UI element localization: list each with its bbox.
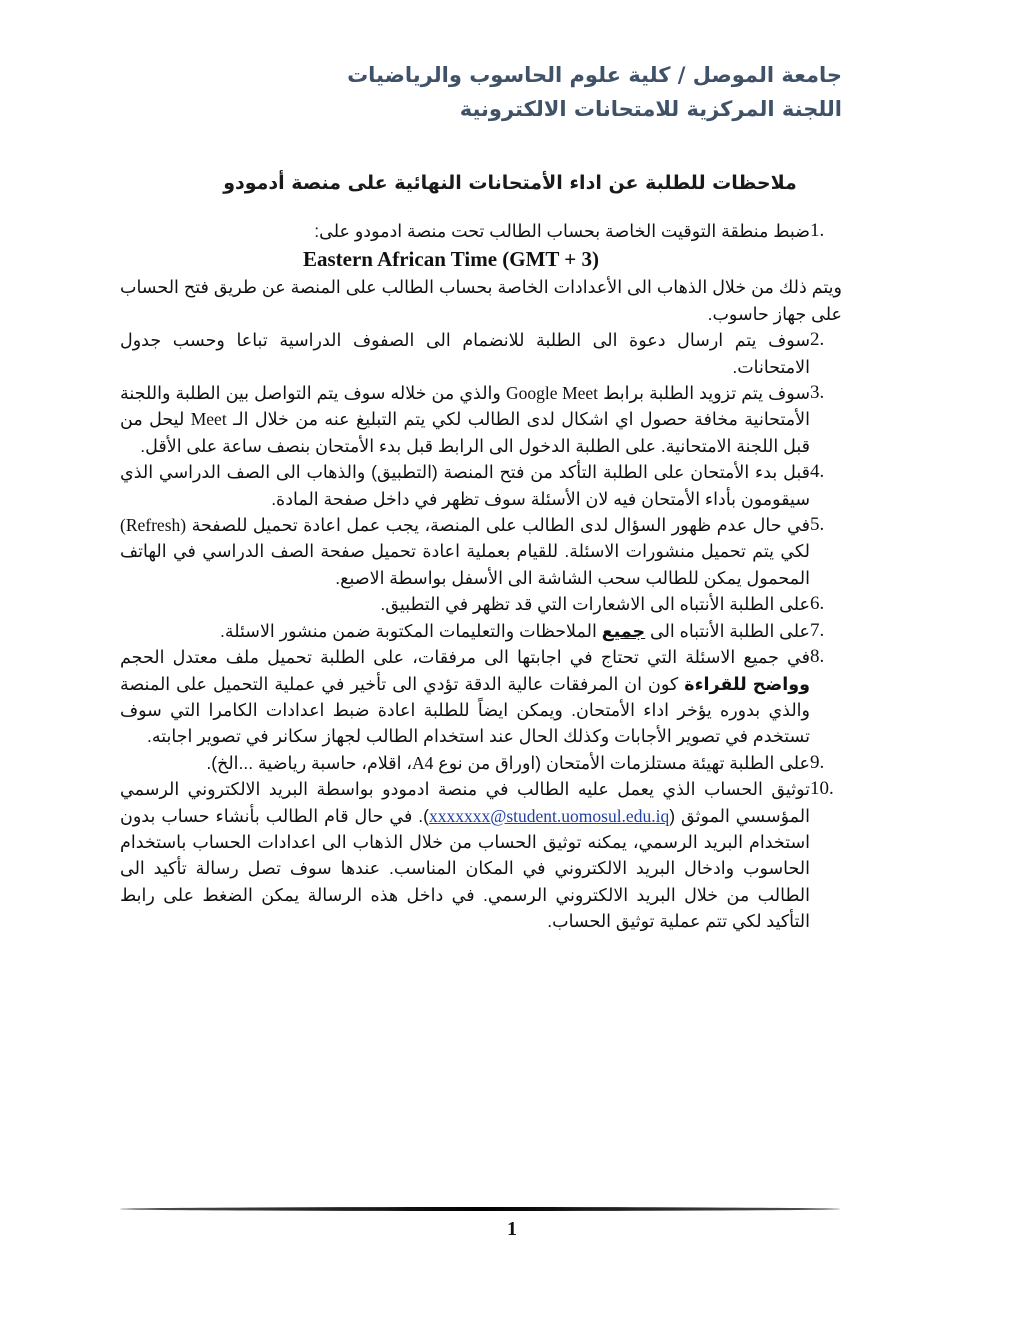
- item-text-part: في جميع الاسئلة التي تحتاج في اجابتها الى مرفقات، على الطلبة تحميل ملف معتدل الحجم: [120, 647, 810, 668]
- item-number: 4.: [810, 461, 825, 483]
- a4-term: A4: [412, 752, 434, 773]
- timezone-highlight: Eastern African Time (GMT + 3): [302, 247, 600, 272]
- item-number: 6.: [810, 593, 825, 615]
- item-text: [120, 218, 810, 244]
- list-item: [120, 512, 842, 591]
- item-number: 7.: [810, 619, 825, 641]
- list-item: [120, 776, 842, 934]
- item-text-part: . في حال قام الطالب بأنشاء حساب بدون استخدام البريد الرسمي، يمكنه توثيق الحساب من خلال الذهاب الى اعدادات الحساب باستخدام الحاسوب وادخال البريد الالكتروني في المكان المناسب. عندها سوف تصل رسالة تأكيد الى الطالب من خلال البريد الالكتروني الرسمي. في داخل هذه الرسالة يمكن الضغط على رابط التأكيد لكي تتم عملية توثيق الحساب.: [120, 805, 810, 932]
- list-item: [120, 750, 842, 776]
- item-continuation: ويتم ذلك من خلال الذهاب الى الأعدادات الخاصة بحساب الطالب على المنصة عن طريق فتح الحساب على جهاز حاسوب.: [120, 277, 842, 324]
- item-number: 8.: [810, 646, 825, 668]
- item-text-part: توثيق الحساب الذي يعمل عليه الطالب في منصة ادمودو بواسطة البريد الالكتروني الرسمي المؤسسي الموثق: [120, 779, 810, 826]
- item-number: 10.: [810, 778, 834, 800]
- item-text-part: ليحل من قبل اللجنة الامتحانية. على الطلبة الدخول الى الرابط قبل بدء الأمتحان بنصف ساعة على الأقل.: [120, 409, 810, 456]
- item-text: قبل بدء الأمتحان على الطلبة التأكد من فتح المنصة (التطبيق) والذهاب الى الصف الدراسي الذي سيقومون بأداء الأمتحان فيه لان الأسئلة سوف تظهر في داخل صفحة المادة.: [120, 462, 810, 509]
- item-number: 3.: [810, 382, 825, 404]
- item-number: 2.: [810, 329, 825, 351]
- page-number: 1: [507, 1218, 517, 1240]
- item-text: [120, 644, 810, 750]
- item-text-part: الملاحظات والتعليمات المكتوبة ضمن منشور الاسئلة.: [219, 620, 597, 641]
- meet-term: Meet: [190, 409, 227, 430]
- item-text-part: لكي يتم تحميل منشورات الاسئلة. للقيام بعملية اعادة تحميل صفحة الصف الدراسي في الهاتف المحمول يمكن للطالب سحب الشاشة الى الأسفل بواسطة الاصبع.: [120, 541, 810, 588]
- item-text-part: على الطلبة تهيئة مستلزمات الأمتحان (اوراق من نوع: [438, 752, 810, 773]
- instructions-list: [120, 218, 842, 935]
- list-item: [120, 591, 842, 617]
- bold-phrase: وواضح للقراءة: [684, 673, 810, 694]
- item-text: توثيق الحساب الذي يعمل عليه الطالب في منصة ادمودو بواسطة البريد الالكتروني الرسمي المؤسسي الموثق (xxxxxxx@student.uomosul.edu.iq). في حال قام الطالب بأنشاء حساب بدون استخدام البريد الرسمي، يمكنه توثيق الحساب من خلال الذهاب الى اعدادات الحساب باستخدام الحاسوب وادخال البريد الالكتروني في المكان المناسب. عندها سوف تصل رسالة تأكيد الى الطالب من خلال البريد الالكتروني الرسمي. في داخل هذه الرسالة يمكن الضغط على رابط التأكيد لكي تتم عملية توثيق الحساب.: [120, 779, 810, 932]
- item-text: [120, 750, 810, 776]
- item-text: [120, 512, 810, 591]
- list-item: [120, 327, 842, 380]
- item-text: [120, 618, 810, 644]
- list-item: [120, 459, 842, 512]
- item-number: 1.: [810, 220, 825, 241]
- list-item: [120, 644, 842, 750]
- university-line: جامعة الموصل / كلية علوم الحاسوب والرياضيات: [347, 63, 842, 87]
- email-link[interactable]: xxxxxxx@student.uomosul.edu.iq: [428, 805, 670, 826]
- item-text: على الطلبة الأنتباه الى الاشعارات التي قد تظهر في التطبيق.: [380, 594, 810, 615]
- google-meet-term: Google Meet: [505, 383, 599, 404]
- item-text-part: كون ان المرفقات عالية الدقة تؤدي الى تأخير في عملية التحميل على المنصة والذي بدوره يؤخر اداء الأمتحان. ويمكن ايضاً للطلبة اعادة ضبط اعدادات الكامرا التي سوف تستخدم في تصوير الأجابات وكذلك الحال عند استخدام الطالب لجهاز سكانر في تصوير اجابته.: [120, 673, 810, 747]
- list-item: [120, 618, 842, 644]
- list-item: [120, 380, 842, 459]
- list-item: [120, 218, 842, 244]
- item-text-part: ، اقلام، حاسبة رياضية ...الخ).: [206, 752, 413, 773]
- item-text-part: في حال عدم ظهور السؤال لدى الطالب على المنصة، يجب عمل اعادة تحميل للصفحة: [191, 515, 810, 536]
- emphasis-word: جميع: [601, 620, 646, 641]
- item-lead: ضبط منطقة التوقيت الخاصة بحساب الطالب تحت منصة ادمودو على:: [314, 221, 810, 241]
- committee-line: اللجنة المركزية للامتحانات الالكترونية: [459, 97, 842, 121]
- item-text-part: والذي من خلاله سوف يتم التواصل بين الطلبة واللجنة الأمتحانية مخافة حصول اي اشكال لدى الطالب لكي يتم التبليغ عنه من خلال الـ: [120, 383, 810, 430]
- item-text: [120, 380, 810, 459]
- item-text-part: على الطلبة الأنتباه الى: [650, 620, 810, 641]
- item-text: سوف يتم ارسال دعوة الى الطلبة للانضمام الى الصفوف الدراسية تباعا وحسب جدول الامتحانات.: [120, 330, 810, 377]
- refresh-term: (Refresh): [120, 515, 187, 536]
- document-title: ملاحظات للطلبة عن اداء الأمتحانات النهائية على منصة أدمودو: [223, 172, 797, 194]
- footer-divider: [120, 1207, 840, 1211]
- item-number: 5.: [810, 514, 825, 536]
- item-text-part: سوف يتم تزويد الطلبة برابط: [603, 383, 810, 404]
- document-header: [242, 58, 842, 126]
- item-number: 9.: [810, 751, 825, 773]
